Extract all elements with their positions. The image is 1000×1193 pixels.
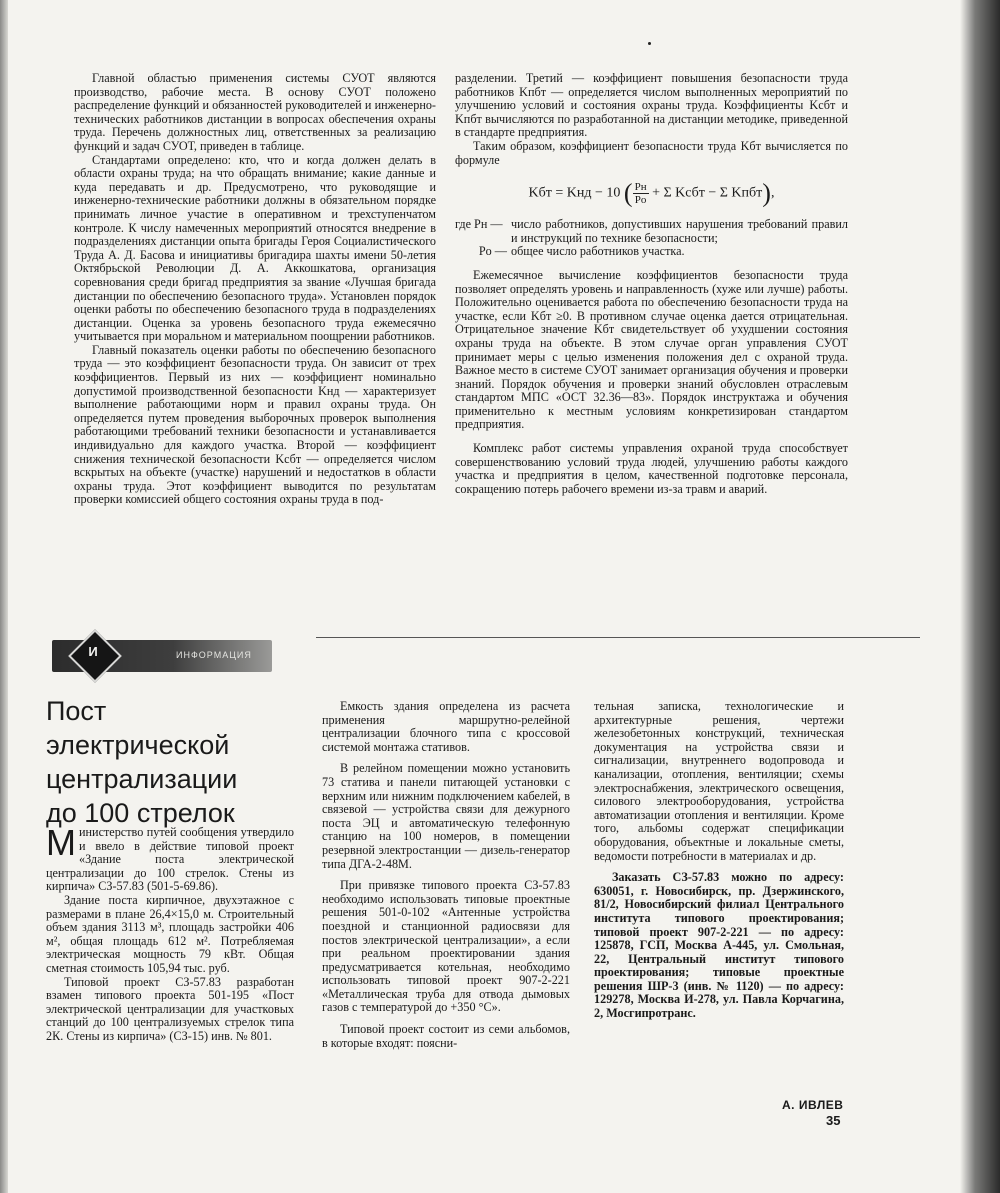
print-speck [648, 42, 651, 45]
paragraph: В релейном помещении можно установить 73 статива и панели питающей установки с верхним или нижним подключением кабелей, в связевой — устройства связи для дежурного поста ЭЦ и автоматическую телефонную станцию на 100 номеров, в помещении резервной электростанции — дизель-генератор типа ДГА-2-48М. [322, 761, 570, 871]
page-shadow-right [920, 0, 1000, 1193]
formula-denominator: Pо [634, 194, 647, 207]
order-paragraph: Заказать СЗ-57.83 можно по адресу: 630051, г. Новосибирск, пр. Дзержинского, 81/2, Новосибирский филиал Центрального института типового проектирования; типовой проект 907-2-221 — по адресу: 125878, ГСП, Москва А-445, ул. Смольная, 22, Центральный институт типового проектирования; типовые проектные решения ШР-3 (инв. № 1120) — по адресу: 129278, Москва И-278, ул. Павла Корчагина, 2, Мосгипротранс. [594, 870, 844, 1021]
headline-line: до 100 стрелок [46, 798, 235, 828]
article2-column-2 [322, 700, 570, 1050]
definition-term: где Pн — [455, 217, 503, 232]
paragraph: Ежемесячное вычисление коэффициентов безопасности труда позволяет определять уровень и направленность (хуже или лучше) работы. Положительно оценивается работа по обеспечению безопасности труда на участке, если Kбт ≥0. В противном случае оценка дается отрицательная. Отрицательное значение Kбт свидетельствует об ухудшении состояния охраны труда на объекте. В этом случае орган управления СУОТ принимает меры с целью изменения положения дел с охраной труда. Важное место в системе СУОТ занимает организация обучения и проверки знаний. Порядок обучения и проверки знаний обусловлен отраслевым стандартом МПС «ОСТ 32.36—83». Порядок инструктажа и обучения применительно к местным условиям конкретизирован стандартом предприятия. [455, 267, 848, 432]
info-letter: И [88, 644, 98, 659]
author-signature: А. ИВЛЕВ [782, 1098, 844, 1112]
paragraph: Стандартами определено: кто, что и когда должен делать в области охраны труда; на что обращать внимание; какие данные и куда передавать и др. Предусмотрено, что руководящие и инженерно-технические работники должны в обязательном порядке принимать личное участие в оперативном и трехступенчатом контроле. К числу намеченных мероприятий относятся внедрение в подразделениях дистанции опыта бригады Героя Социалистического Труда А. Д. Басова и инициативы бригадира шахты имени 50-летия Октябрьской Революции Д. А. Аккошкатова, организация соревнования среди бригад предприятия за звание «Лучшая бригада дистанции по обеспечению безопасного труда». Установлен порядок оценки работы по обеспечению безопасного труда в подразделениях дистанции. Оценка за уровень безопасного труда ежемесячно учитывается при моральном и материальном поощрении работников. [74, 152, 436, 344]
paragraph: Типовой проект СЗ-57.83 разработан взамен типового проекта 501-195 «Пост электрической централизации для участковых станций до 100 централизуемых стрелок типа 2К. Стены из кирпича» (СЗ-15) инв. № 801. [46, 974, 294, 1043]
drop-cap: М [46, 822, 76, 863]
page-number: 35 [826, 1113, 841, 1128]
formula-fraction [633, 181, 649, 206]
definition-term: Pо — [478, 244, 507, 259]
headline-line: централизации [46, 764, 238, 794]
lead-paragraph [46, 822, 294, 894]
paragraph: разделении. Третий — коэффициент повышения безопасности труда работников Kпбт — определяется числом выполненных мероприятий по улучшению условий и состояния охраны труда. Коэффициенты Kсбт и Kпбт вычисляются по разработанной на дистанции методике, приведенной в стандарте предприятия. [455, 71, 848, 140]
paragraph: При привязке типового проекта СЗ-57.83 необходимо использовать типовые проектные решения 501-0-102 «Антенные устройства поездной и станционной радиосвязи для постов электрической централизации», а если при реальном проектировании здания предусматривается котельная, необходимо использовать типовой проект 907-2-221 «Металлическая труба для отвода дымовых газов с температурой до +350 °С». [322, 878, 570, 1015]
formula-lhs: Kбт = Kнд − 10 [528, 185, 621, 201]
article1-left-column [74, 72, 436, 507]
paragraph: Комплекс работ системы управления охраной труда способствует совершенствованию условий труда людей, улучшению работы каждого участка и предприятия в целом, качественной подготовке персонала, сокращению потерь рабочего времени из-за травм и аварий. [455, 441, 848, 496]
formula-rhs: + Σ Kсбт − Σ Kпбт [652, 185, 763, 201]
paragraph: Здание поста кирпичное, двухэтажное с размерами в плане 26,4×15,0 м. Строительный объем здания 3113 м³, площадь застройки 406 м², общая площадь 612 м². Потребляемая электрическая мощность 79 кВт. Общая сметная стоимость 105,94 тыс. руб. [46, 892, 294, 975]
paragraph: тельная записка, технологические и архитектурные решения, чертежи железобетонных конструкций, техническая документация на устройства связи и сигнализации, внутреннего водопровода и канализации, отопления, вентиляции; схемы электроснабжения, электрического освещения, силового электрооборудования, устройства автоматизации отопления и вентиляции. Кроме того, альбомы содержат спецификации оборудования, объектные и локальные сметы, ведомости потребности в материалах и др. [594, 699, 844, 863]
formula-numerator: Pн [634, 181, 647, 194]
article2-headline [46, 694, 326, 830]
formula-intro: Таким образом, коэффициент безопасности труда Kбт вычисляется по формуле [455, 138, 848, 167]
paragraph: Главный показатель оценки работы по обеспечению безопасного труда — это коэффициент безопасности труда. Он зависит от трех коэффициентов. Первый из них — коэффициент номинально допустимой производственной безопасности Kнд — характеризует выполнение работающими норм и правил охраны труда. Он определяется путем проведения выборочных проверок выполнения работающими требований техники безопасности и устанавливается индивидуально для каждого участка. Второй — коэффициент снижения технической безопасности Kсбт — определяется числом вскрытых на объекте (участке) нарушений и недостатков в области охраны труда. Этот коэффициент выводится по результатам проверки комиссией общего состояния охраны труда в под- [74, 342, 436, 507]
info-label: ИНФОРМАЦИЯ [176, 650, 252, 660]
article2-column-1 [46, 822, 294, 1044]
page-shadow-left [0, 0, 8, 1193]
section-divider [316, 637, 920, 638]
headline-line: электрической [46, 730, 230, 760]
paragraph: Емкость здания определена из расчета применения маршрутно-релейной централизации блочного типа с кроссовой системой монтажа стативов. [322, 699, 570, 754]
formula: Kбт = Kнд − 10 ( $\frac{Pн}{Pо}$ + Σ Kсбт − Σ Kпбт), [528, 178, 775, 208]
definition-row [455, 245, 848, 259]
paragraph: Главной областью применения системы СУОТ являются производство, рабочие места. В основу СУОТ положено распределение функций и обязанностей руководителей и инженерно-технических работников дистанции в вопросах обеспечения охраны труда. Перечень должностных лиц, ответственных за реализацию функций и задач СУОТ, приведен в таблице. [74, 71, 436, 153]
article2-column-3 [594, 700, 844, 1021]
paragraph: Типовой проект состоит из семи альбомов, в которые входят: поясни- [322, 1022, 570, 1050]
article1-right-column [455, 72, 848, 496]
definition-row [455, 218, 848, 245]
definition-desc: число работников, допустивших нарушения требований правил и инструкций по технике безопасности; [511, 217, 848, 245]
formula-definitions [455, 218, 848, 259]
headline-line: Пост [46, 696, 107, 726]
lead-text: инистерство путей сообщения утвердило и ввело в действие типовой проект «Здание поста электрической централизации до 100 стрелок. Стены из кирпича» СЗ-57.83 (501-5-69.86). [46, 825, 294, 894]
definition-desc: общее число работников участка. [511, 244, 685, 259]
